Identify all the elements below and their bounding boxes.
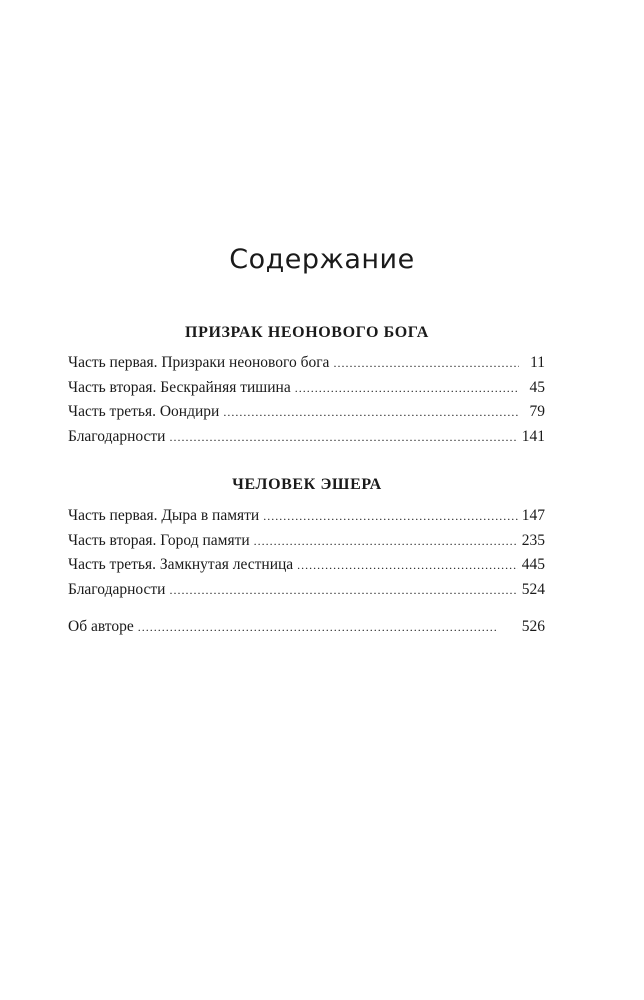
toc-entry-title: Часть третья. Замкнутая лестница: [68, 556, 294, 573]
toc-entry-title: Об авторе: [68, 618, 134, 635]
toc-entry-page: 445: [521, 556, 545, 573]
toc-entry-title: Благодарности: [68, 580, 166, 598]
dot-leader: [254, 534, 518, 549]
toc-entry-page: 235: [521, 531, 545, 549]
toc-entry[interactable]: [68, 532, 545, 557]
toc-section-1: [68, 354, 545, 452]
section-heading-2: ЧЕЛОВЕК ЭШЕРА: [232, 476, 382, 493]
page-title: Содержание: [229, 244, 415, 275]
dot-leader: [295, 381, 519, 396]
toc-entry-page: 45: [529, 378, 545, 396]
section-heading-1: ПРИЗРАК НЕОНОВОГО БОГА: [185, 324, 429, 341]
toc-about: [68, 618, 545, 643]
dot-leader: [263, 509, 518, 524]
dot-leader: [169, 430, 517, 445]
toc-entry[interactable]: [68, 556, 545, 581]
toc-entry-title: Часть первая. Дыра в памяти: [68, 507, 260, 524]
toc-entry[interactable]: [68, 428, 545, 453]
toc-entry-title: Часть третья. Оондири: [68, 403, 220, 420]
toc-entry[interactable]: [68, 507, 545, 532]
toc-entry-title: Часть вторая. Город памяти: [68, 531, 250, 549]
toc-entry-page: 147: [521, 507, 545, 524]
dot-leader: [297, 558, 518, 573]
toc-entry-title: Благодарности: [68, 427, 166, 445]
toc-entry[interactable]: [68, 379, 545, 404]
dot-leader: [138, 620, 518, 635]
toc-entry[interactable]: [68, 403, 545, 428]
toc-entry[interactable]: [68, 354, 545, 379]
toc-section-2: [68, 507, 545, 605]
toc-entry-page: 141: [521, 427, 545, 445]
toc-entry[interactable]: [68, 618, 545, 643]
dot-leader: [333, 356, 519, 371]
toc-entry[interactable]: [68, 581, 545, 606]
dot-leader: [169, 583, 517, 598]
toc-entry-page: 79: [529, 403, 545, 420]
toc-entry-page: 11: [530, 354, 545, 371]
toc-entry-title: Часть первая. Призраки неонового бога: [68, 354, 330, 371]
toc-entry-title: Часть вторая. Бескрайняя тишина: [68, 378, 291, 396]
toc-entry-page: 526: [521, 618, 545, 635]
dot-leader: [223, 405, 519, 420]
toc-entry-page: 524: [521, 580, 545, 598]
